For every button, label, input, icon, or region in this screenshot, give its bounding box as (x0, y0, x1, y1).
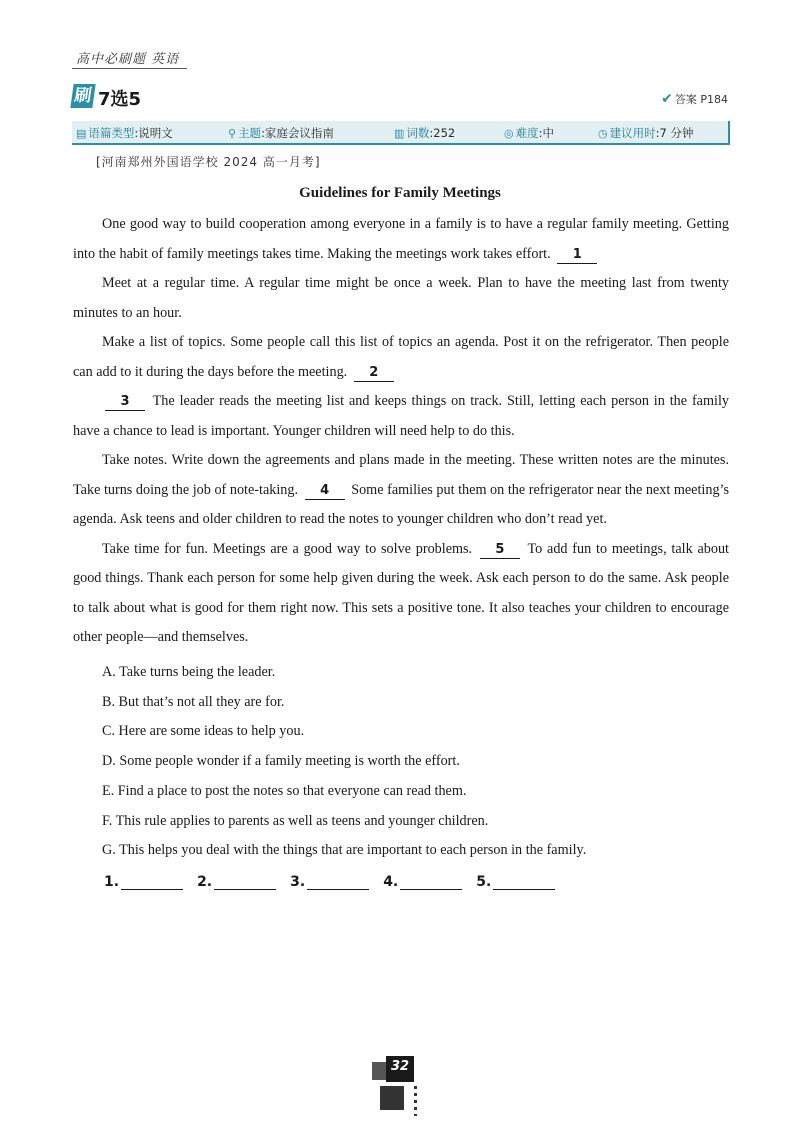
check-icon: ✔ (661, 91, 673, 107)
info-bar-edge (728, 121, 730, 145)
option-e: E. Find a place to post the notes so that everyone can read them. (102, 782, 467, 799)
blank-3: 3 (105, 393, 145, 411)
answer-blank[interactable] (493, 875, 555, 890)
option-a: A. Take turns being the leader. (102, 664, 276, 680)
blank-4: 4 (305, 482, 345, 500)
page-number-badge (372, 1056, 432, 1116)
paragraph: Make a list of topics. Some people call this list of topics an agenda. Post it on the refrigerator. Then people can add to it during the days before the meeting. 2 (73, 334, 729, 380)
option-f: F. This rule applies to parents as well as teens and younger children. (102, 812, 489, 829)
answer-blank[interactable] (214, 875, 276, 890)
answer-blank[interactable] (400, 875, 462, 890)
passage-title: Guidelines for Family Meetings (299, 185, 501, 201)
paragraph: Meet at a regular time. A regular time might be once a week. Plan to have the meeting last from twenty minutes to an hour. (73, 275, 729, 321)
info-type: ▤ 语篇类型 :说明文 (76, 126, 173, 140)
answer-reference-text: 答案 P184 (674, 93, 728, 106)
option-c: C. Here are some ideas to help you. (102, 723, 305, 740)
word-count-icon: ▥ (394, 126, 405, 140)
blank-2: 2 (354, 364, 394, 382)
answer-slot[interactable]: 5. (476, 874, 555, 890)
header-divider (72, 68, 187, 69)
answer-blank[interactable] (121, 875, 183, 890)
section-badge: 刷 (70, 84, 95, 108)
info-bar (72, 121, 728, 145)
info-difficulty: ◎ 难度 :中 (504, 126, 554, 140)
option-b: B. But that’s not all they are for. (102, 693, 285, 710)
answer-slot[interactable]: 3. (290, 874, 369, 890)
decor-dots (414, 1086, 417, 1116)
answer-slot[interactable]: 1. (104, 874, 183, 890)
option-d: D. Some people wonder if a family meeting is worth the effort. (102, 753, 460, 770)
section-title: 7选5 (98, 89, 142, 110)
answer-slot[interactable]: 2. (197, 874, 276, 890)
info-word-count: ▥ 词数 :252 (394, 126, 456, 140)
option-list (102, 658, 586, 866)
difficulty-icon: ◎ (504, 126, 514, 140)
paragraph: One good way to build cooperation among everyone in a family is to have a regular family meeting. Getting into the habit of family meetings takes time. Making the meetings work takes effort. 1 (73, 216, 729, 262)
info-topic: ⚲ 主题 :家庭会议指南 (228, 126, 334, 140)
passage-body (73, 210, 729, 653)
answer-slot[interactable]: 4. (383, 874, 462, 890)
blank-5: 5 (480, 541, 520, 559)
paragraph: Take notes. Write down the agreements and plans made in the meeting. These written notes are the minutes. Take turns doing the job of note-taking. 4 Some families put them on the refrigerator near the next meeting’s agenda. Ask teens and older children to read the notes to younger children who don’t read yet. (73, 452, 730, 527)
answer-reference (661, 91, 728, 107)
book-title: 高中必刷题 英语 (76, 52, 180, 67)
answer-line (104, 874, 555, 890)
document-icon: ▤ (76, 126, 87, 140)
exam-source: [河南郑州外国语学校 2024 高一月考] (96, 155, 321, 169)
blank-1: 1 (557, 246, 597, 264)
page-number: 32 (390, 1059, 410, 1074)
paragraph: 3 The leader reads the meeting list and keeps things on track. Still, letting each person in the family have a chance to lead is important. Younger children will need help to do this. (73, 393, 729, 439)
option-g: G. This helps you deal with the things that are important to each person in the family. (102, 842, 587, 859)
search-icon: ⚲ (228, 126, 237, 140)
info-suggested-time: ◷ 建议用时 :7 分钟 (598, 126, 694, 140)
clock-icon: ◷ (598, 126, 608, 140)
paragraph: Take time for fun. Meetings are a good way to solve problems. 5 To add fun to meetings, talk about good things. Thank each person for some help given during the week. Ask each person to do the same. Ask people to talk about what is good for them right now. This sets a positive tone. It also teaches your children to encourage other people—and themselves. (73, 540, 729, 645)
answer-blank[interactable] (307, 875, 369, 890)
decor-square (380, 1086, 404, 1110)
